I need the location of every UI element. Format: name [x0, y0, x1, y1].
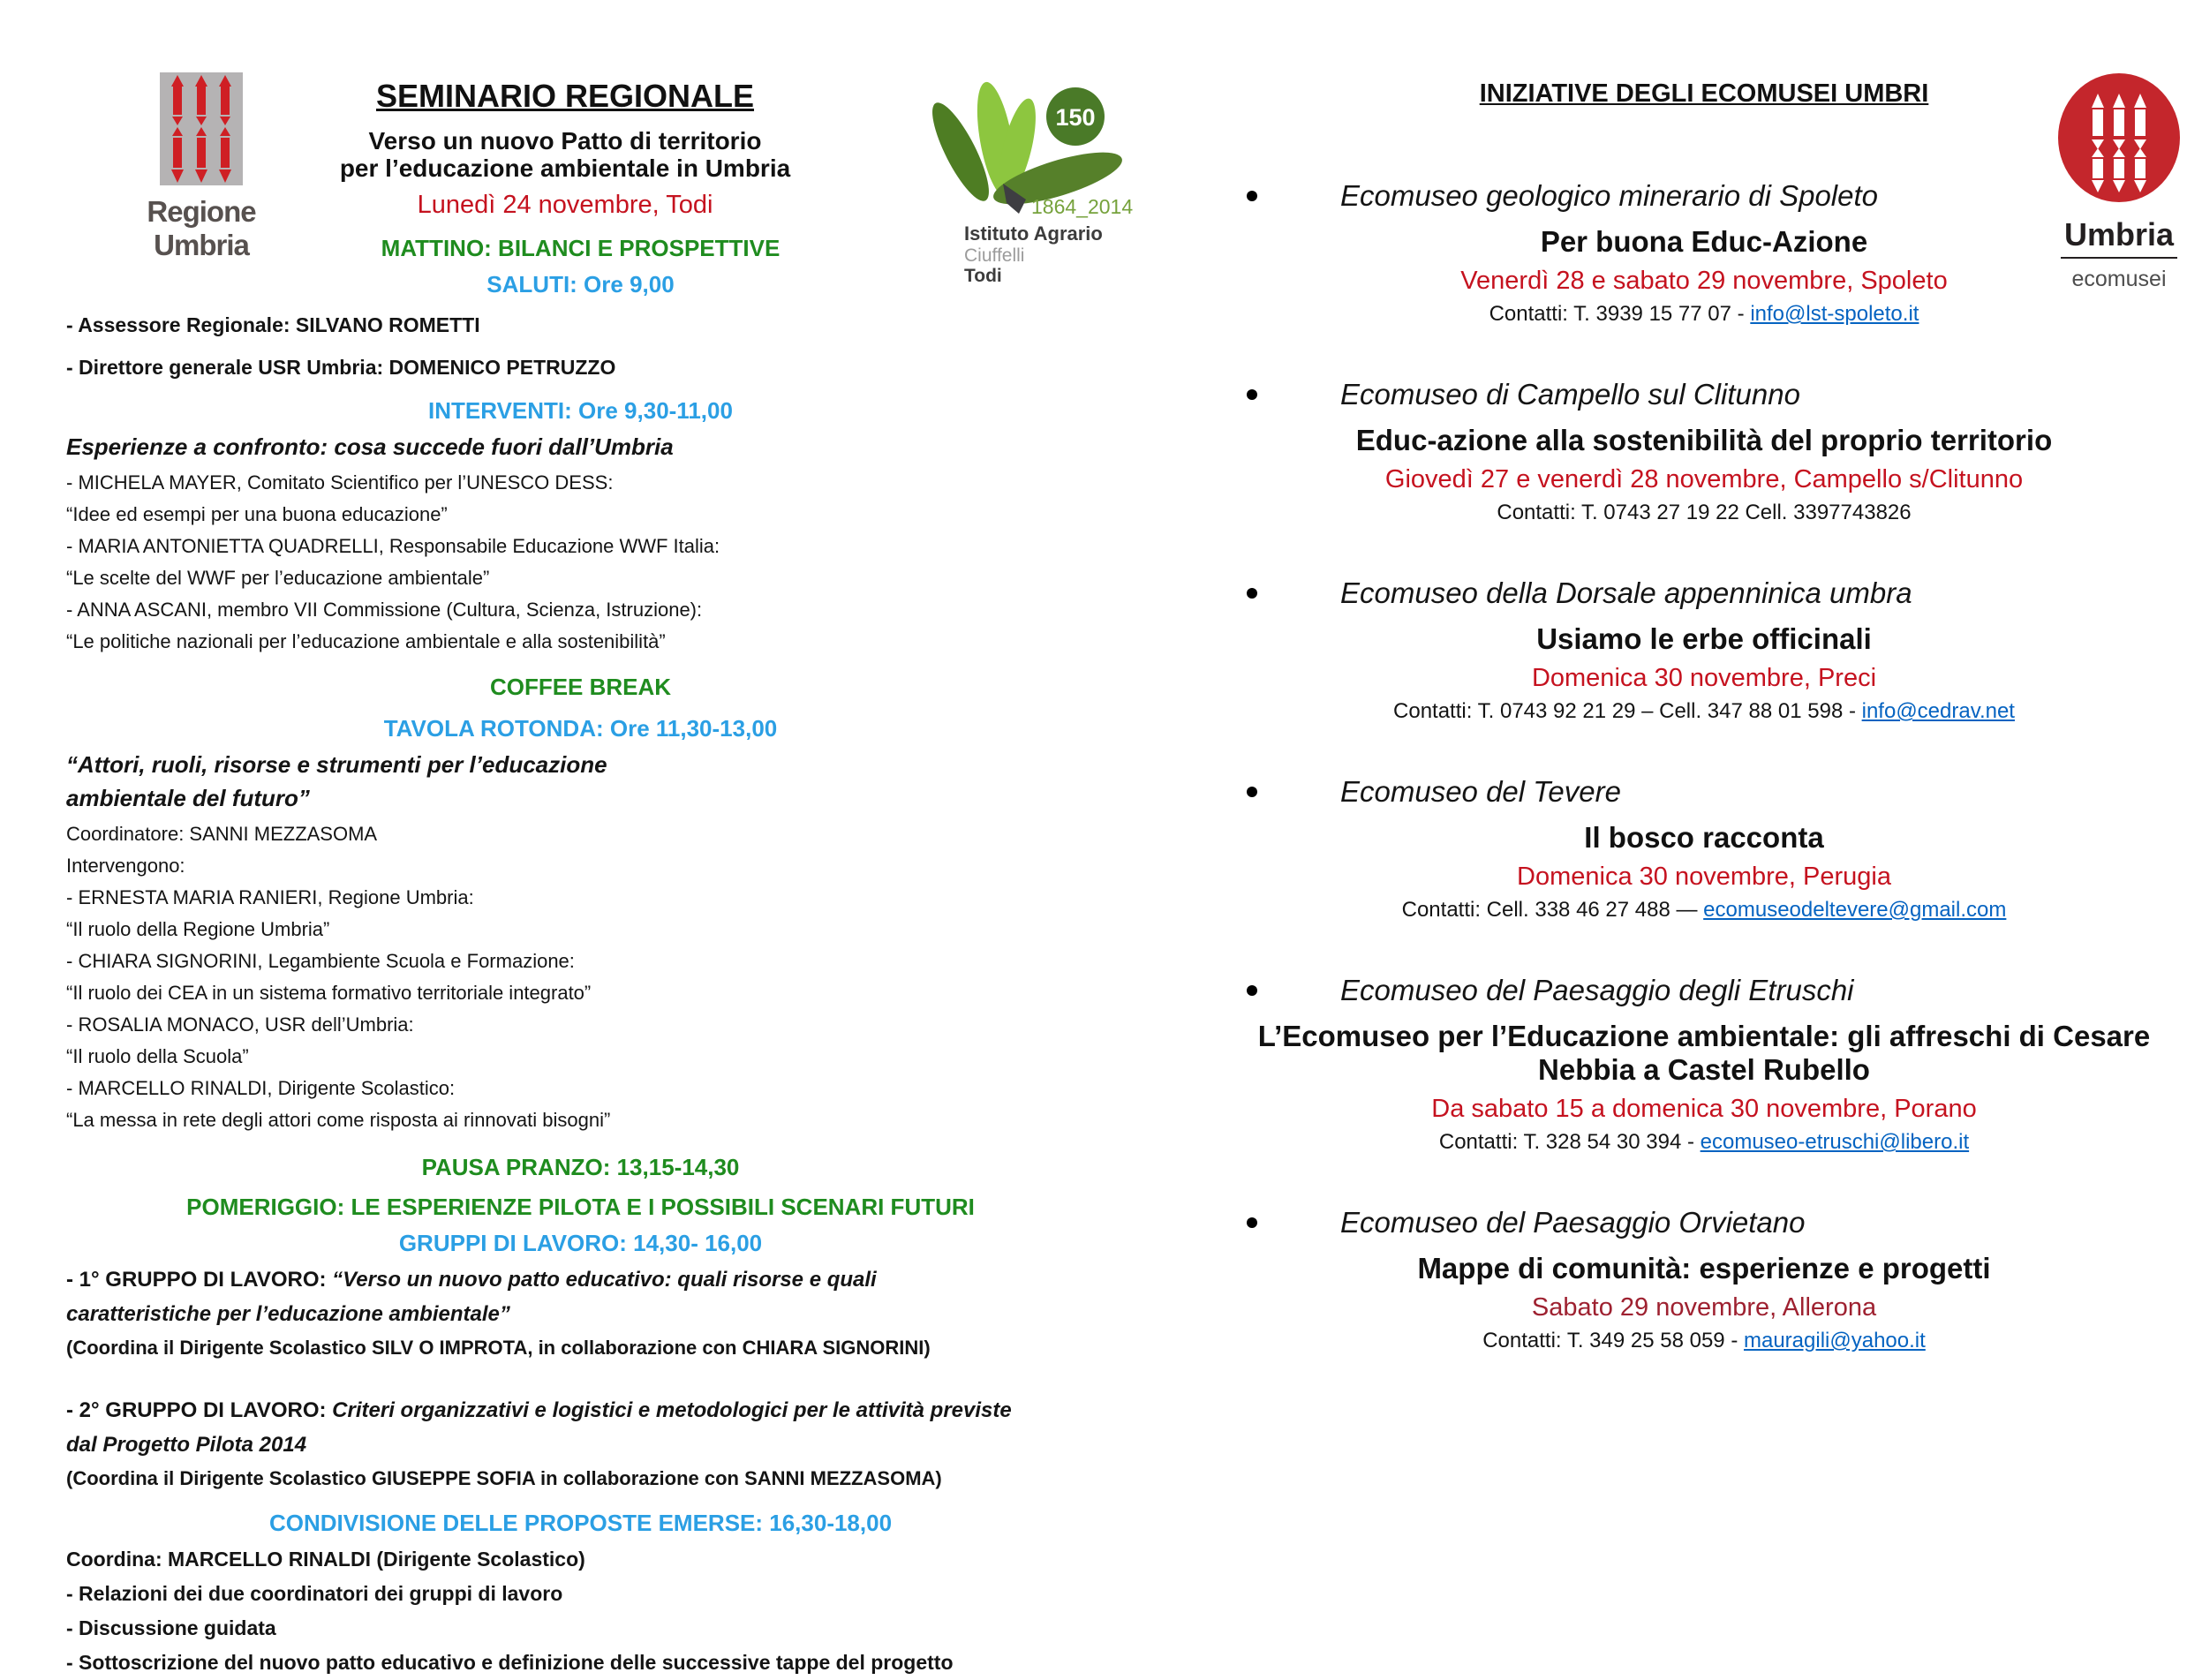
interventi-header: INTERVENTI: Ore 9,30-11,00: [428, 397, 733, 424]
condivisione-line: - Relazioni dei due coordinatori dei gruppi di lavoro: [66, 1582, 563, 1605]
ecomuseum-item: [1227, 179, 2181, 327]
tavola-rotonda-header: TAVOLA ROTONDA: Ore 11,30-13,00: [383, 715, 778, 742]
ecomuseum-name: Ecomuseo geologico minerario di Spoleto: [1340, 179, 1879, 212]
event-contact: Contatti: T. 0743 27 19 22 Cell. 3397743826: [1497, 501, 1912, 524]
morning-header: MATTINO: BILANCI E PROSPETTIVE: [381, 235, 781, 261]
saluti-header: SALUTI: Ore 9,00: [486, 271, 675, 298]
umbria-ecomusei-mark-icon: [2055, 69, 2184, 298]
bullet-icon: [1247, 588, 1257, 599]
email-link[interactable]: ecomuseodeltevere@gmail.com: [1703, 898, 2007, 922]
ecomuseum-item: [1227, 1206, 2181, 1353]
ecomusei-header: INIZIATIVE DEGLI ECOMUSEI UMBRI: [1479, 79, 1929, 108]
speaker-line: - CHIARA SIGNORINI, Legambiente Scuola e Formazione:: [66, 950, 575, 972]
event-title: Usiamo le erbe officinali: [1536, 622, 1872, 655]
speaker-line: - MARCELLO RINALDI, Dirigente Scolastico:: [66, 1077, 456, 1099]
ecomuseum-name: Ecomuseo della Dorsale appenninica umbra: [1340, 576, 1912, 609]
tavola-intro: Intervengono:: [66, 855, 185, 877]
seminar-title-block: [256, 78, 874, 220]
saluti-line: - Direttore generale USR Umbria: DOMENICO PETRUZZO: [66, 356, 616, 379]
event-title: L’Ecomuseo per l’Educazione ambientale: gli affreschi di Cesare Nebbia a Castel Rubello: [1257, 1020, 2151, 1086]
ecomuseum-name: Ecomuseo del Paesaggio degli Etruschi: [1340, 974, 1854, 1006]
bullet-icon: [1247, 1217, 1257, 1228]
event-contact: Contatti: T. 328 54 30 394 - ecomuseo-etruschi@libero.it: [1438, 1130, 1970, 1154]
speaker-line: - ERNESTA MARIA RANIERI, Regione Umbria:: [66, 886, 474, 908]
workgroup-2-coordinator: (Coordina il Dirigente Scolastico GIUSEPPE SOFIA in collaborazione con SANNI MEZZASOMA): [66, 1467, 942, 1489]
workgroup-1: - 1° GRUPPO DI LAVORO: “Verso un nuovo patto educativo: quali risorse e quali caratteristiche per l’educazione ambientale”: [66, 1268, 877, 1326]
ecomuseum-item: [1227, 974, 2181, 1155]
umbria-logo-region-label: Umbria: [2063, 216, 2175, 252]
talk-quote: “La messa in rete degli attori come risposta ai rinnovati bisogni”: [66, 1109, 611, 1131]
event-contact: Contatti: T. 0743 92 21 29 – Cell. 347 88 01 598 - info@cedrav.net: [1393, 699, 2015, 723]
ecomuseum-name: Ecomuseo del Paesaggio Orvietano: [1340, 1206, 1806, 1239]
speaker-line: - ROSALIA MONACO, USR dell’Umbria:: [66, 1013, 414, 1036]
talk-quote: “Il ruolo dei CEA in un sistema formativo territoriale integrato”: [66, 982, 592, 1004]
ecomusei-initiatives: [1227, 55, 2181, 1405]
event-contact: Contatti: T. 349 25 58 059 - mauragili@yahoo.it: [1482, 1329, 1926, 1352]
pausa-pranzo-header: PAUSA PRANZO: 13,15-14,30: [421, 1154, 740, 1180]
talk-quote: “Il ruolo della Regione Umbria”: [66, 918, 330, 940]
ecomuseum-name: Ecomuseo del Tevere: [1340, 775, 1621, 808]
condivisione-line: - Sottoscrizione del nuovo patto educativo e definizione delle successive tappe del progetto: [66, 1651, 954, 1674]
bullet-icon: [1247, 389, 1257, 400]
tavola-title: “Attori, ruoli, risorse e strumenti per l’educazione ambientale del futuro”: [66, 751, 607, 811]
email-link[interactable]: mauragili@yahoo.it: [1743, 1329, 1926, 1352]
svg-text:150: 150: [1055, 104, 1096, 131]
workgroup-2: - 2° GRUPPO DI LAVORO: Criteri organizzativi e logistici e metodologici per le attività previste dal Progetto Pilota 2014: [66, 1398, 1012, 1457]
regione-umbria-mark-icon: [160, 174, 243, 189]
bullet-icon: [1247, 787, 1257, 797]
ecomuseum-item: [1227, 576, 2181, 724]
afternoon-header: POMERIGGIO: LE ESPERIENZE PILOTA E I POSSIBILI SCENARI FUTURI: [186, 1194, 975, 1220]
event-title: Educ-azione alla sostenibilità del proprio territorio: [1355, 424, 2053, 456]
event-title: Il bosco racconta: [1584, 821, 1824, 854]
bullet-icon: [1247, 191, 1257, 201]
event-date: Da sabato 15 a domenica 30 novembre, Porano: [1431, 1095, 1977, 1123]
speaker-line: - MARIA ANTONIETTA QUADRELLI, Responsabile Educazione WWF Italia:: [66, 535, 720, 557]
tavola-coordinator: Coordinatore: SANNI MEZZASOMA: [66, 823, 378, 845]
coffee-break-header: COFFEE BREAK: [489, 674, 672, 700]
seminar-title: SEMINARIO REGIONALE: [375, 78, 755, 114]
talk-quote: “Idee ed esempi per una buona educazione”: [66, 503, 448, 525]
regione-umbria-label: Regione Umbria: [147, 195, 256, 261]
workgroup-1-coordinator: (Coordina il Dirigente Scolastico SILV O IMPROTA, in collaborazione con CHIARA SIGNORINI): [66, 1337, 931, 1359]
ecomuseum-item: [1227, 775, 2181, 923]
gruppi-lavoro-header: GRUPPI DI LAVORO: 14,30- 16,00: [398, 1230, 763, 1256]
svg-text:Todi: Todi: [964, 266, 1002, 283]
event-date: Giovedì 27 e venerdì 28 novembre, Campello s/Clitunno: [1384, 465, 2024, 493]
talk-quote: “Le scelte del WWF per l’educazione ambientale”: [66, 567, 490, 589]
event-contact: Contatti: Cell. 338 46 27 488 — ecomuseodeltevere@gmail.com: [1401, 898, 2007, 922]
speaker-line: - ANNA ASCANI, membro VII Commissione (Cultura, Scienza, Istruzione):: [66, 599, 703, 621]
svg-text:1864_2014: 1864_2014: [1031, 195, 1134, 218]
event-date: Venerdì 28 e sabato 29 novembre, Spoleto: [1460, 267, 1948, 295]
event-title: Per buona Educ-Azione: [1540, 225, 1868, 258]
condivisione-header: CONDIVISIONE DELLE PROPOSTE EMERSE: 16,30-18,00: [268, 1510, 893, 1536]
event-date: Sabato 29 novembre, Allerona: [1531, 1293, 1877, 1322]
email-link[interactable]: info@cedrav.net: [1861, 699, 2015, 723]
talk-quote: “Il ruolo della Scuola”: [66, 1045, 249, 1067]
event-title: Mappe di comunità: esperienze e progetti: [1417, 1252, 1991, 1284]
event-date: Domenica 30 novembre, Preci: [1531, 664, 1877, 692]
talk-quote: “Le politiche nazionali per l’educazione ambientale e alla sostenibilità”: [66, 630, 666, 652]
interventi-title: Esperienze a confronto: cosa succede fuori dall’Umbria: [66, 433, 674, 460]
seminar-program: [66, 222, 1095, 1680]
condivisione-line: - Discussione guidata: [66, 1616, 276, 1639]
event-contact: Contatti: T. 3939 15 77 07 - info@lst-spoleto.it: [1489, 302, 1919, 326]
event-date: Domenica 30 novembre, Perugia: [1517, 863, 1891, 891]
svg-text:Ciuffelli: Ciuffelli: [964, 245, 1025, 266]
ecomuseum-item: [1227, 378, 2181, 525]
saluti-line: - Assessore Regionale: SILVANO ROMETTI: [66, 313, 480, 336]
umbria-logo-caption: ecomusei: [2071, 267, 2167, 291]
seminar-subtitle: Verso un nuovo Patto di territorio per l’educazione ambientale in Umbria: [339, 127, 791, 182]
condivisione-line: Coordina: MARCELLO RINALDI (Dirigente Scolastico): [66, 1548, 585, 1571]
umbria-ecomusei-logo: [2055, 69, 2184, 303]
seminar-date: Lunedì 24 novembre, Todi: [417, 191, 713, 219]
bullet-icon: [1247, 985, 1257, 996]
speaker-line: - MICHELA MAYER, Comitato Scientifico per l’UNESCO DESS:: [66, 471, 614, 493]
svg-text:Istituto Agrario: Istituto Agrario: [964, 222, 1103, 245]
email-link[interactable]: info@lst-spoleto.it: [1750, 302, 1919, 326]
ecomuseum-name: Ecomuseo di Campello sul Clitunno: [1340, 378, 1800, 411]
email-link[interactable]: ecomuseo-etruschi@libero.it: [1700, 1130, 1970, 1154]
